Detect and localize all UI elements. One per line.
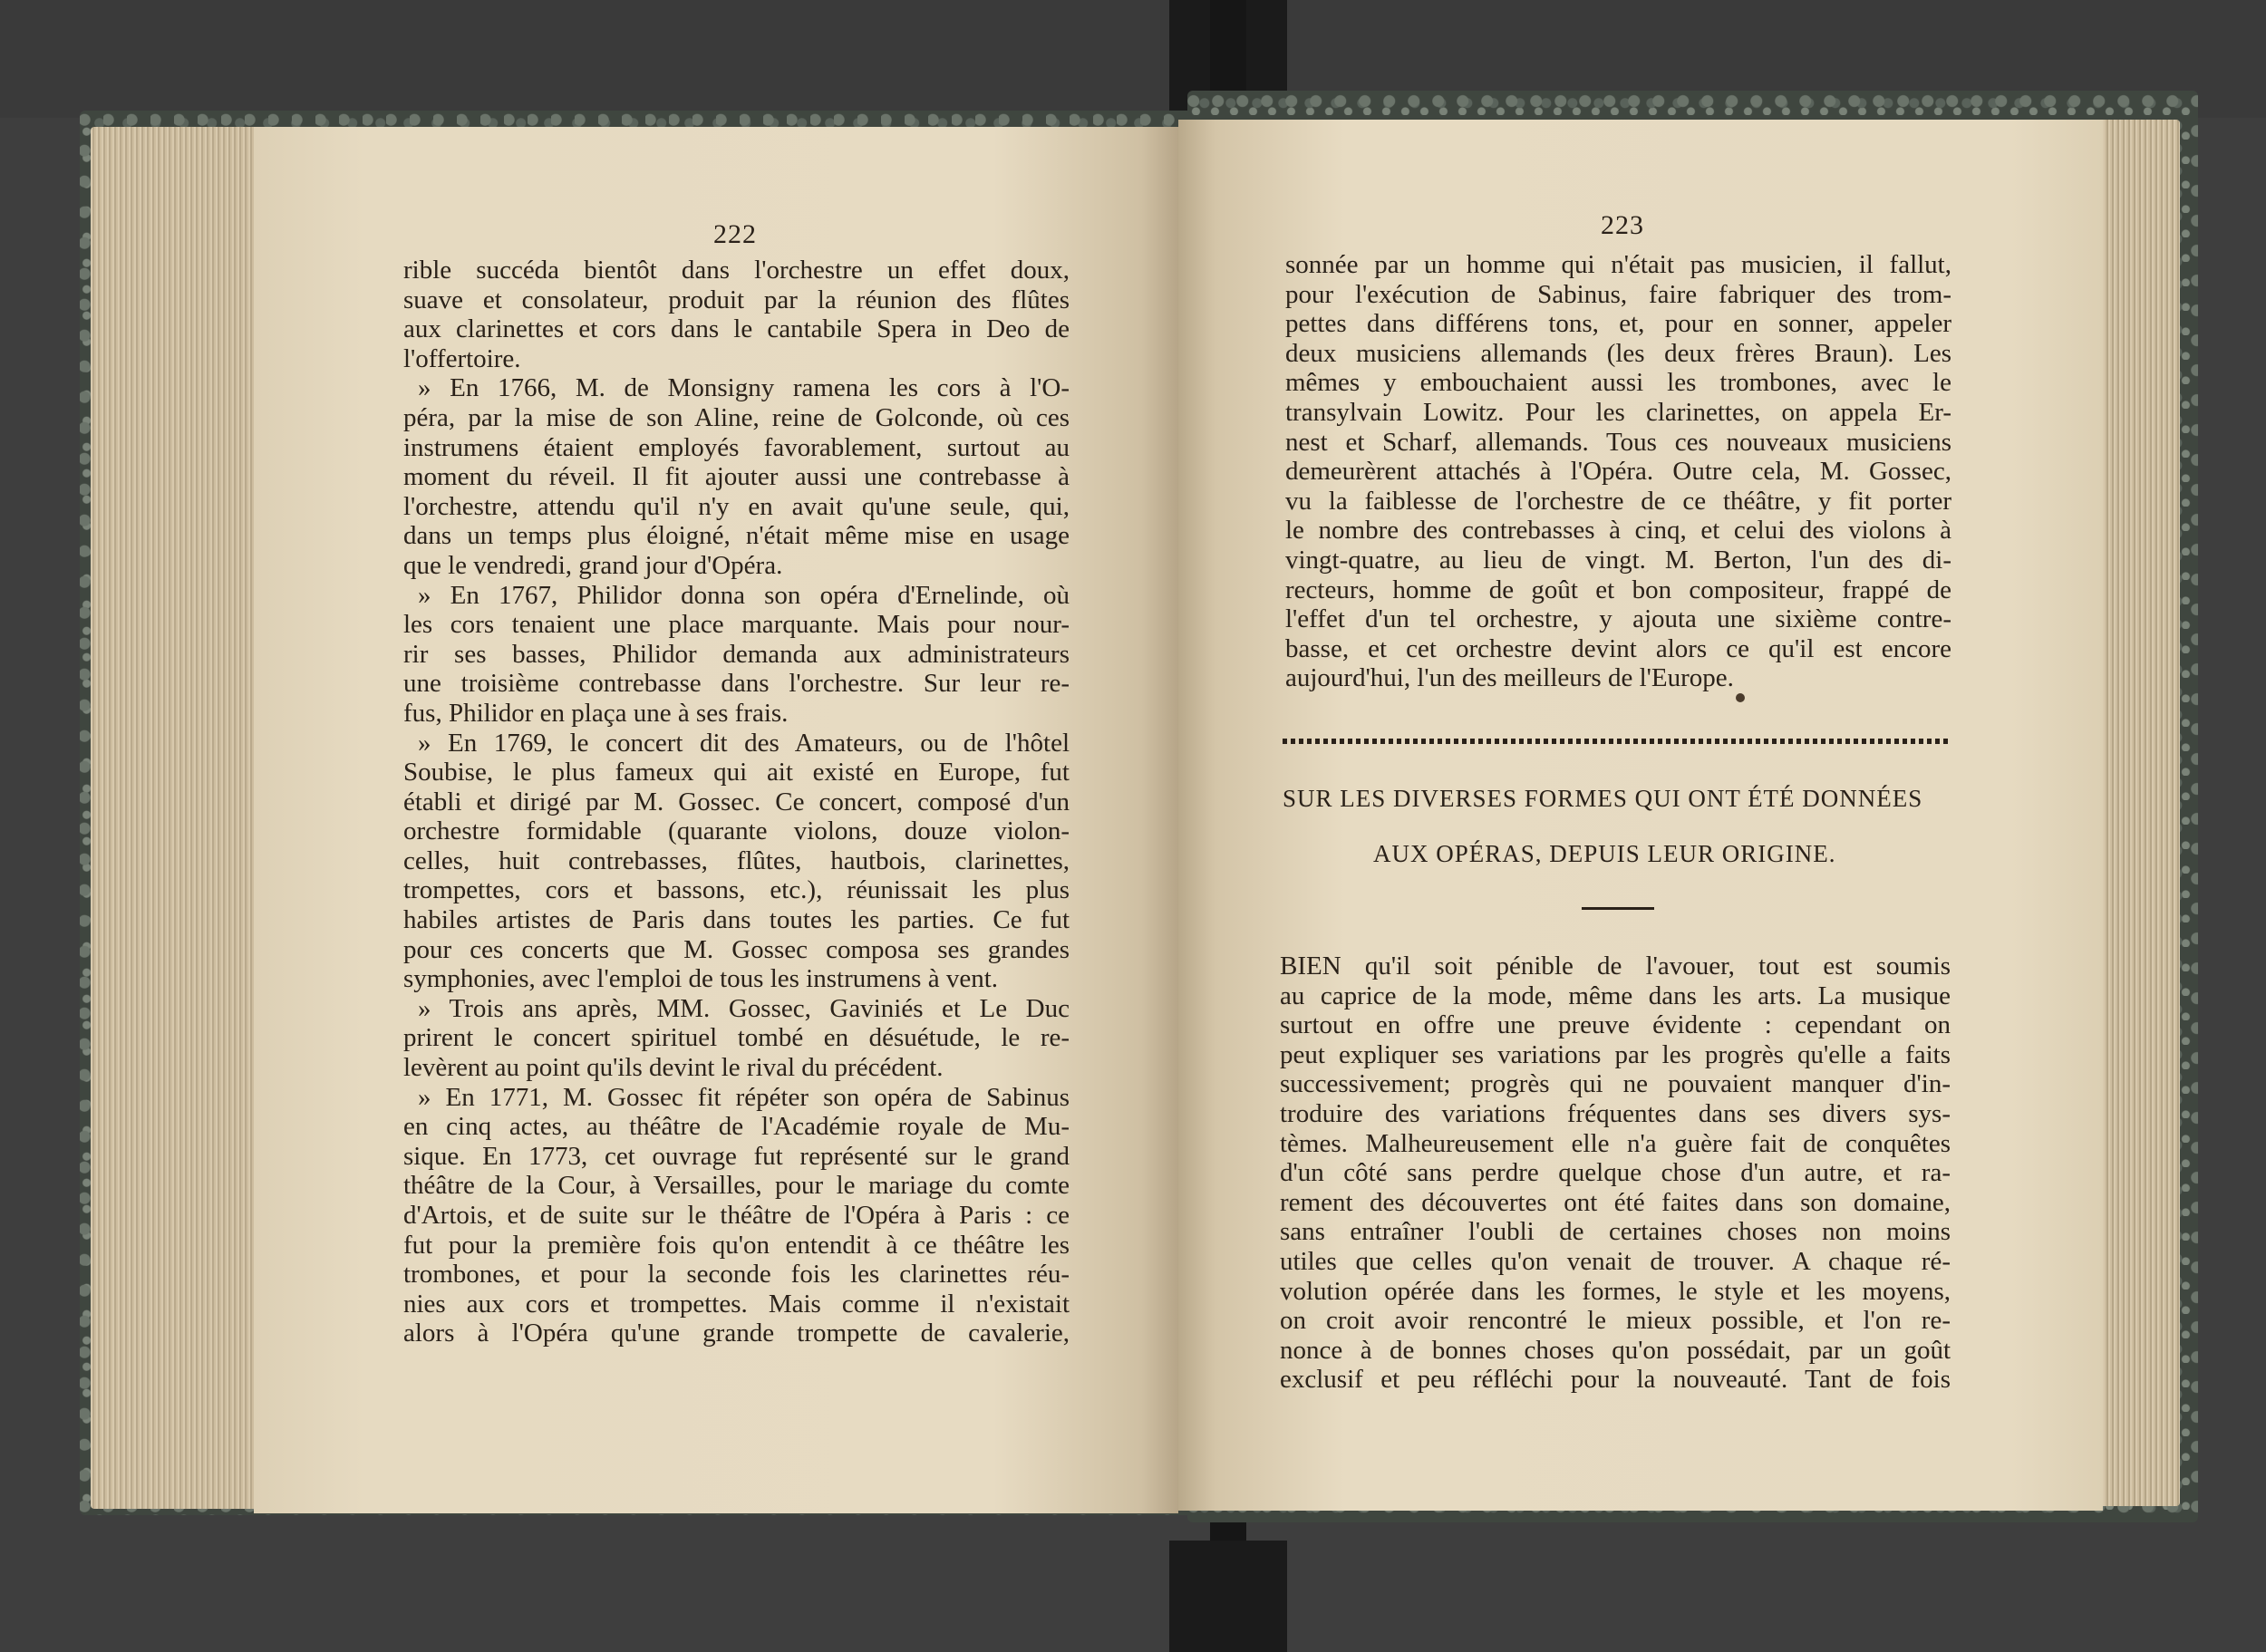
text-line: demeurèrent attachés à l'Opéra. Outre cela, M. Gossec, <box>1285 457 1951 487</box>
page-edges-left <box>91 127 263 1509</box>
text-line: vu la faiblesse de l'orchestre de ce théâtre, y fit porter <box>1285 486 1951 516</box>
text-line: successivement; progrès qui ne pouvaient manquer d'in- <box>1280 1069 1951 1099</box>
text-line: fut pour la première fois qu'on entendit à ce théâtre les <box>403 1230 1070 1260</box>
text-line: celles, huit contrebasses, flûtes, hautbois, clarinettes, <box>403 845 1070 875</box>
text-line: nonce à de bonnes choses qu'on possédait, par un goût <box>1280 1335 1951 1365</box>
chapter-heading-line-1: SUR LES DIVERSES FORMES QUI ONT ÉTÉ DONNÉES <box>1283 785 1923 812</box>
text-line: symphonies, avec l'emploi de tous les instrumens à vent. <box>403 964 998 994</box>
text-line: mêmes y embouchaient aussi les trombones, avec le <box>1285 368 1951 398</box>
heading-rule <box>1582 907 1654 910</box>
right-page-text-bottom <box>1280 952 1951 1395</box>
text-line: péra, par la mise de son Aline, reine de Golconde, où ces <box>403 402 1070 432</box>
text-line: orchestre formidable (quarante violons, douze violon- <box>403 816 1070 846</box>
text-line: rir ses basses, Philidor demanda aux administrateurs <box>403 639 1070 669</box>
text-line: » En 1769, le concert dit des Amateurs, ou de l'hôtel <box>418 728 1070 758</box>
ornamental-divider <box>1283 739 1949 744</box>
right-page-text-top <box>1285 250 1951 693</box>
text-line: l'orchestre, attendu qu'il n'y en avait qu'une seule, qui, <box>403 491 1070 521</box>
text-line: moment du réveil. Il fit ajouter aussi une contrebasse à <box>403 462 1070 492</box>
text-line: en cinq actes, au théâtre de l'Académie royale de Mu- <box>403 1112 1070 1142</box>
text-line: » En 1766, M. de Monsigny ramena les cors à l'O- <box>418 373 1070 403</box>
text-line: transylvain Lowitz. Pour les clarinettes, on appela Er- <box>1285 397 1951 427</box>
text-line: les cors tenaient une place marquante. Mais pour nour- <box>403 610 1070 640</box>
text-line: sonnée par un homme qui n'était pas musicien, il fallut, <box>1285 250 1951 279</box>
text-line: exclusif et peu réfléchi pour la nouveauté. Tant de fois <box>1280 1365 1951 1395</box>
text-line: sique. En 1773, cet ouvrage fut représenté sur le grand <box>403 1141 1070 1171</box>
text-line: deux musiciens allemands (les deux frères Braun). Les <box>1285 338 1951 368</box>
text-line: que le vendredi, grand jour d'Opéra. <box>403 550 783 580</box>
text-line: au caprice de la mode, même dans les arts. La musique <box>1280 981 1951 1010</box>
text-line: nies aux cors et trompettes. Mais comme il n'existait <box>403 1289 1070 1319</box>
text-line: levèrent au point qu'ils devint le rival du précédent. <box>403 1053 944 1083</box>
text-line: trombones, et pour la seconde fois les clarinettes réu- <box>403 1260 1070 1290</box>
text-line: BIEN qu'il soit pénible de l'avouer, tout est soumis <box>1280 952 1951 981</box>
text-line: aujourd'hui, l'un des meilleurs de l'Europe. <box>1285 663 1734 693</box>
text-line: vingt-quatre, au lieu de vingt. M. Berton, l'un des di- <box>1285 545 1951 575</box>
text-line: Soubise, le plus fameux qui ait existé en Europe, fut <box>403 758 1070 787</box>
text-line: d'Artois, et de suite sur le théâtre de l'Opéra à Paris : ce <box>403 1201 1070 1230</box>
left-page-text <box>403 256 1070 1348</box>
text-line: instrumens étaient employés favorablement, surtout au <box>403 432 1070 462</box>
text-line: le nombre des contrebasses à cinq, et celui des violons à <box>1285 516 1951 546</box>
text-line: dans un temps plus éloigné, n'était même mise en usage <box>403 521 1070 551</box>
text-line: volution opérée dans les formes, le style et les moyens, <box>1280 1276 1951 1306</box>
text-line: sans entraîner l'oubli de certaines choses non moins <box>1280 1217 1951 1247</box>
text-line: trompettes, cors et bassons, etc.), réunissait les plus <box>403 875 1070 905</box>
text-line: prirent le concert spirituel tombé en désuétude, le re- <box>403 1023 1070 1053</box>
text-line: on croit avoir rencontré le mieux possible, et l'on re- <box>1280 1306 1951 1336</box>
text-line: surtout en offre une preuve évidente : cependant on <box>1280 1010 1951 1040</box>
text-line: rement des découvertes ont été faites dans son domaine, <box>1280 1187 1951 1217</box>
gutter-shadow-bottom <box>1169 1541 1287 1652</box>
paper-speck <box>1736 693 1745 702</box>
text-line: pettes dans différens tons, et, pour en sonner, appeler <box>1285 309 1951 339</box>
text-line: théâtre de la Cour, à Versailles, pour le mariage du comte <box>403 1171 1070 1201</box>
left-page-number: 222 <box>713 219 757 249</box>
text-line: peut expliquer ses variations par les progrès qu'elle a faits <box>1280 1039 1951 1069</box>
text-line: pour ces concerts que M. Gossec composa ses grandes <box>403 934 1070 964</box>
text-line: recteurs, homme de goût et bon compositeur, frappé de <box>1285 575 1951 604</box>
text-line: » En 1771, M. Gossec fit répéter son opéra de Sabinus <box>418 1082 1070 1112</box>
text-line: suave et consolateur, produit par la réunion des flûtes <box>403 285 1070 314</box>
right-page-number: 223 <box>1601 210 1644 240</box>
text-line: habiles artistes de Paris dans toutes les parties. Ce fut <box>403 905 1070 935</box>
text-line: d'un côté sans perdre quelque chose d'un autre, et ra- <box>1280 1158 1951 1188</box>
text-line: » Trois ans après, MM. Gossec, Gaviniés et Le Duc <box>418 993 1070 1023</box>
text-line: aux clarinettes et cors dans le cantabile Spera in Deo de <box>403 314 1070 344</box>
text-line: une troisième contrebasse dans l'orchestre. Sur leur re- <box>403 669 1070 699</box>
text-line: » En 1767, Philidor donna son opéra d'Ernelinde, où <box>418 580 1070 610</box>
text-line: utiles que celles qu'on venait de trouver. A chaque ré- <box>1280 1246 1951 1276</box>
text-line: fus, Philidor en plaça une à ses frais. <box>403 698 789 728</box>
text-line: rible succéda bientôt dans l'orchestre un effet doux, <box>403 256 1070 285</box>
page-edges-right <box>2094 120 2180 1506</box>
chapter-heading-line-2: AUX OPÉRAS, DEPUIS LEUR ORIGINE. <box>1373 840 1836 867</box>
text-line: tèmes. Malheureusement elle n'a guère fait de conquêtes <box>1280 1128 1951 1158</box>
text-line: alors à l'Opéra qu'une grande trompette de cavalerie, <box>403 1319 1070 1348</box>
text-line: troduire des variations fréquentes dans ses divers sys- <box>1280 1098 1951 1128</box>
text-line: l'effet d'un tel orchestre, y ajouta une sixième contre- <box>1285 604 1951 634</box>
text-line: établi et dirigé par M. Gossec. Ce concert, composé d'un <box>403 787 1070 816</box>
text-line: l'offertoire. <box>403 343 521 373</box>
text-line: nest et Scharf, allemands. Tous ces nouveaux musiciens <box>1285 427 1951 457</box>
text-line: basse, et cet orchestre devint alors ce qu'il est encore <box>1285 633 1951 663</box>
text-line: pour l'exécution de Sabinus, faire fabriquer des trom- <box>1285 279 1951 309</box>
